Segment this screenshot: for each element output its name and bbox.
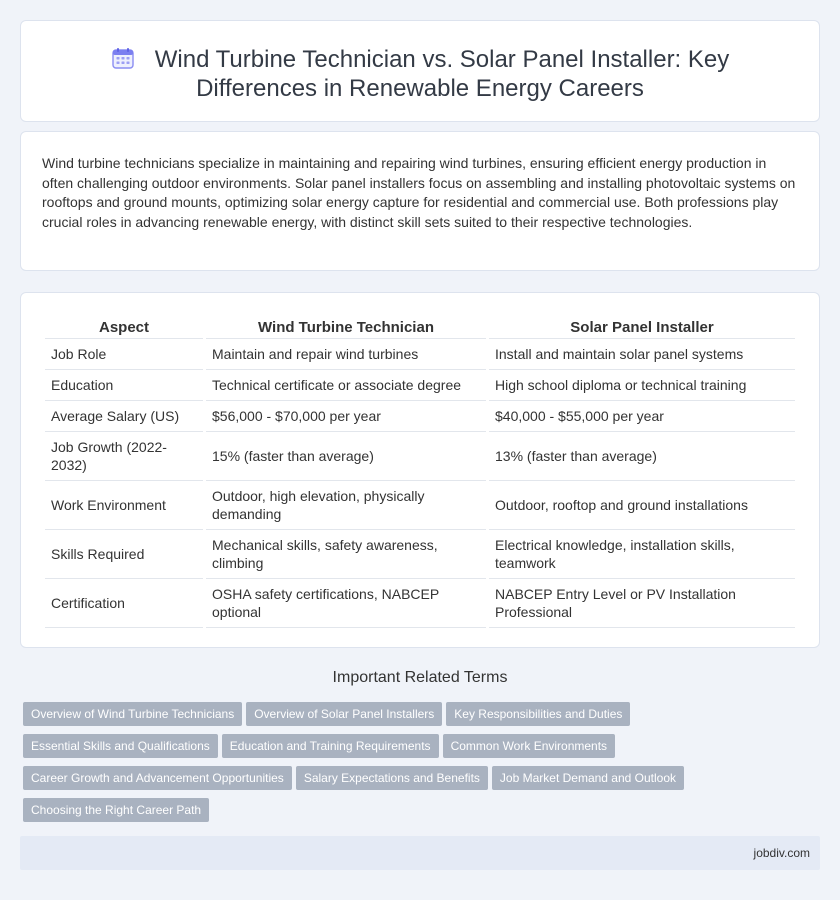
table-row <box>45 481 795 530</box>
related-terms-title: Important Related Terms <box>332 669 508 686</box>
related-term-tag[interactable]: Career Growth and Advancement Opportunities <box>23 766 292 790</box>
related-terms-list <box>23 702 813 830</box>
row-aspect: Work Environment <box>45 481 203 530</box>
related-term-tag[interactable]: Essential Skills and Qualifications <box>23 734 218 758</box>
header-aspect: Aspect <box>45 315 203 339</box>
row-wind-value: Technical certificate or associate degree <box>206 370 486 401</box>
row-wind-value: $56,000 - $70,000 per year <box>206 401 486 432</box>
comparison-card <box>20 292 820 648</box>
header-card <box>20 20 820 122</box>
row-solar-value: $40,000 - $55,000 per year <box>489 401 795 432</box>
related-term-tag[interactable]: Common Work Environments <box>443 734 616 758</box>
intro-paragraph: Wind turbine technicians specialize in maintaining and repairing wind turbines, ensuring efficient energy production in often challenging outdoor environments. Solar panel installers focus on assembling and installing photovoltaic systems on rooftops and ground mounts, optimizing solar energy capture for residential and commercial use. Both professions play crucial roles in advancing renewable energy, with distinct skill sets suited to their respective technologies. <box>42 155 796 230</box>
row-wind-value: OSHA safety certifications, NABCEP optional <box>206 579 486 628</box>
row-solar-value: 13% (faster than average) <box>489 432 795 481</box>
related-term-tag[interactable]: Key Responsibilities and Duties <box>446 702 630 726</box>
tag-row <box>23 734 813 766</box>
row-solar-value: Install and maintain solar panel systems <box>489 339 795 370</box>
calendar-icon <box>111 46 135 70</box>
related-term-tag[interactable]: Overview of Wind Turbine Technicians <box>23 702 242 726</box>
row-aspect: Education <box>45 370 203 401</box>
related-term-tag[interactable]: Salary Expectations and Benefits <box>296 766 488 790</box>
row-solar-value: Electrical knowledge, installation skills, teamwork <box>489 530 795 579</box>
row-wind-value: 15% (faster than average) <box>206 432 486 481</box>
table-row <box>45 432 795 481</box>
table-row <box>45 339 795 370</box>
row-aspect: Job Growth (2022-2032) <box>45 432 203 481</box>
header-wind-turbine-technician: Wind Turbine Technician <box>206 315 486 339</box>
header-solar-panel-installer: Solar Panel Installer <box>489 315 795 339</box>
row-solar-value: Outdoor, rooftop and ground installations <box>489 481 795 530</box>
row-aspect: Average Salary (US) <box>45 401 203 432</box>
row-wind-value: Maintain and repair wind turbines <box>206 339 486 370</box>
table-row <box>45 370 795 401</box>
tag-row <box>23 702 813 734</box>
row-aspect: Certification <box>45 579 203 628</box>
page-title-text: Wind Turbine Technician vs. Solar Panel Installer: Key Differences in Renewable Energy Careers <box>154 46 730 102</box>
row-wind-value: Mechanical skills, safety awareness, climbing <box>206 530 486 579</box>
tag-row <box>23 766 813 798</box>
tag-row <box>23 798 813 830</box>
footer <box>20 836 820 870</box>
row-wind-value: Outdoor, high elevation, physically demanding <box>206 481 486 530</box>
related-term-tag[interactable]: Overview of Solar Panel Installers <box>246 702 442 726</box>
row-solar-value: NABCEP Entry Level or PV Installation Professional <box>489 579 795 628</box>
page-title <box>51 45 789 103</box>
table-row <box>45 401 795 432</box>
table-row <box>45 579 795 628</box>
table-row <box>45 530 795 579</box>
related-term-tag[interactable]: Choosing the Right Career Path <box>23 798 209 822</box>
footer-site-link[interactable]: jobdiv.com <box>753 846 810 860</box>
table-header-row <box>45 315 795 339</box>
related-term-tag[interactable]: Education and Training Requirements <box>222 734 439 758</box>
related-term-tag[interactable]: Job Market Demand and Outlook <box>492 766 684 790</box>
row-aspect: Job Role <box>45 339 203 370</box>
row-aspect: Skills Required <box>45 530 203 579</box>
title-wrap <box>21 45 819 103</box>
comparison-table <box>42 315 798 628</box>
intro-card <box>20 131 820 271</box>
row-solar-value: High school diploma or technical training <box>489 370 795 401</box>
